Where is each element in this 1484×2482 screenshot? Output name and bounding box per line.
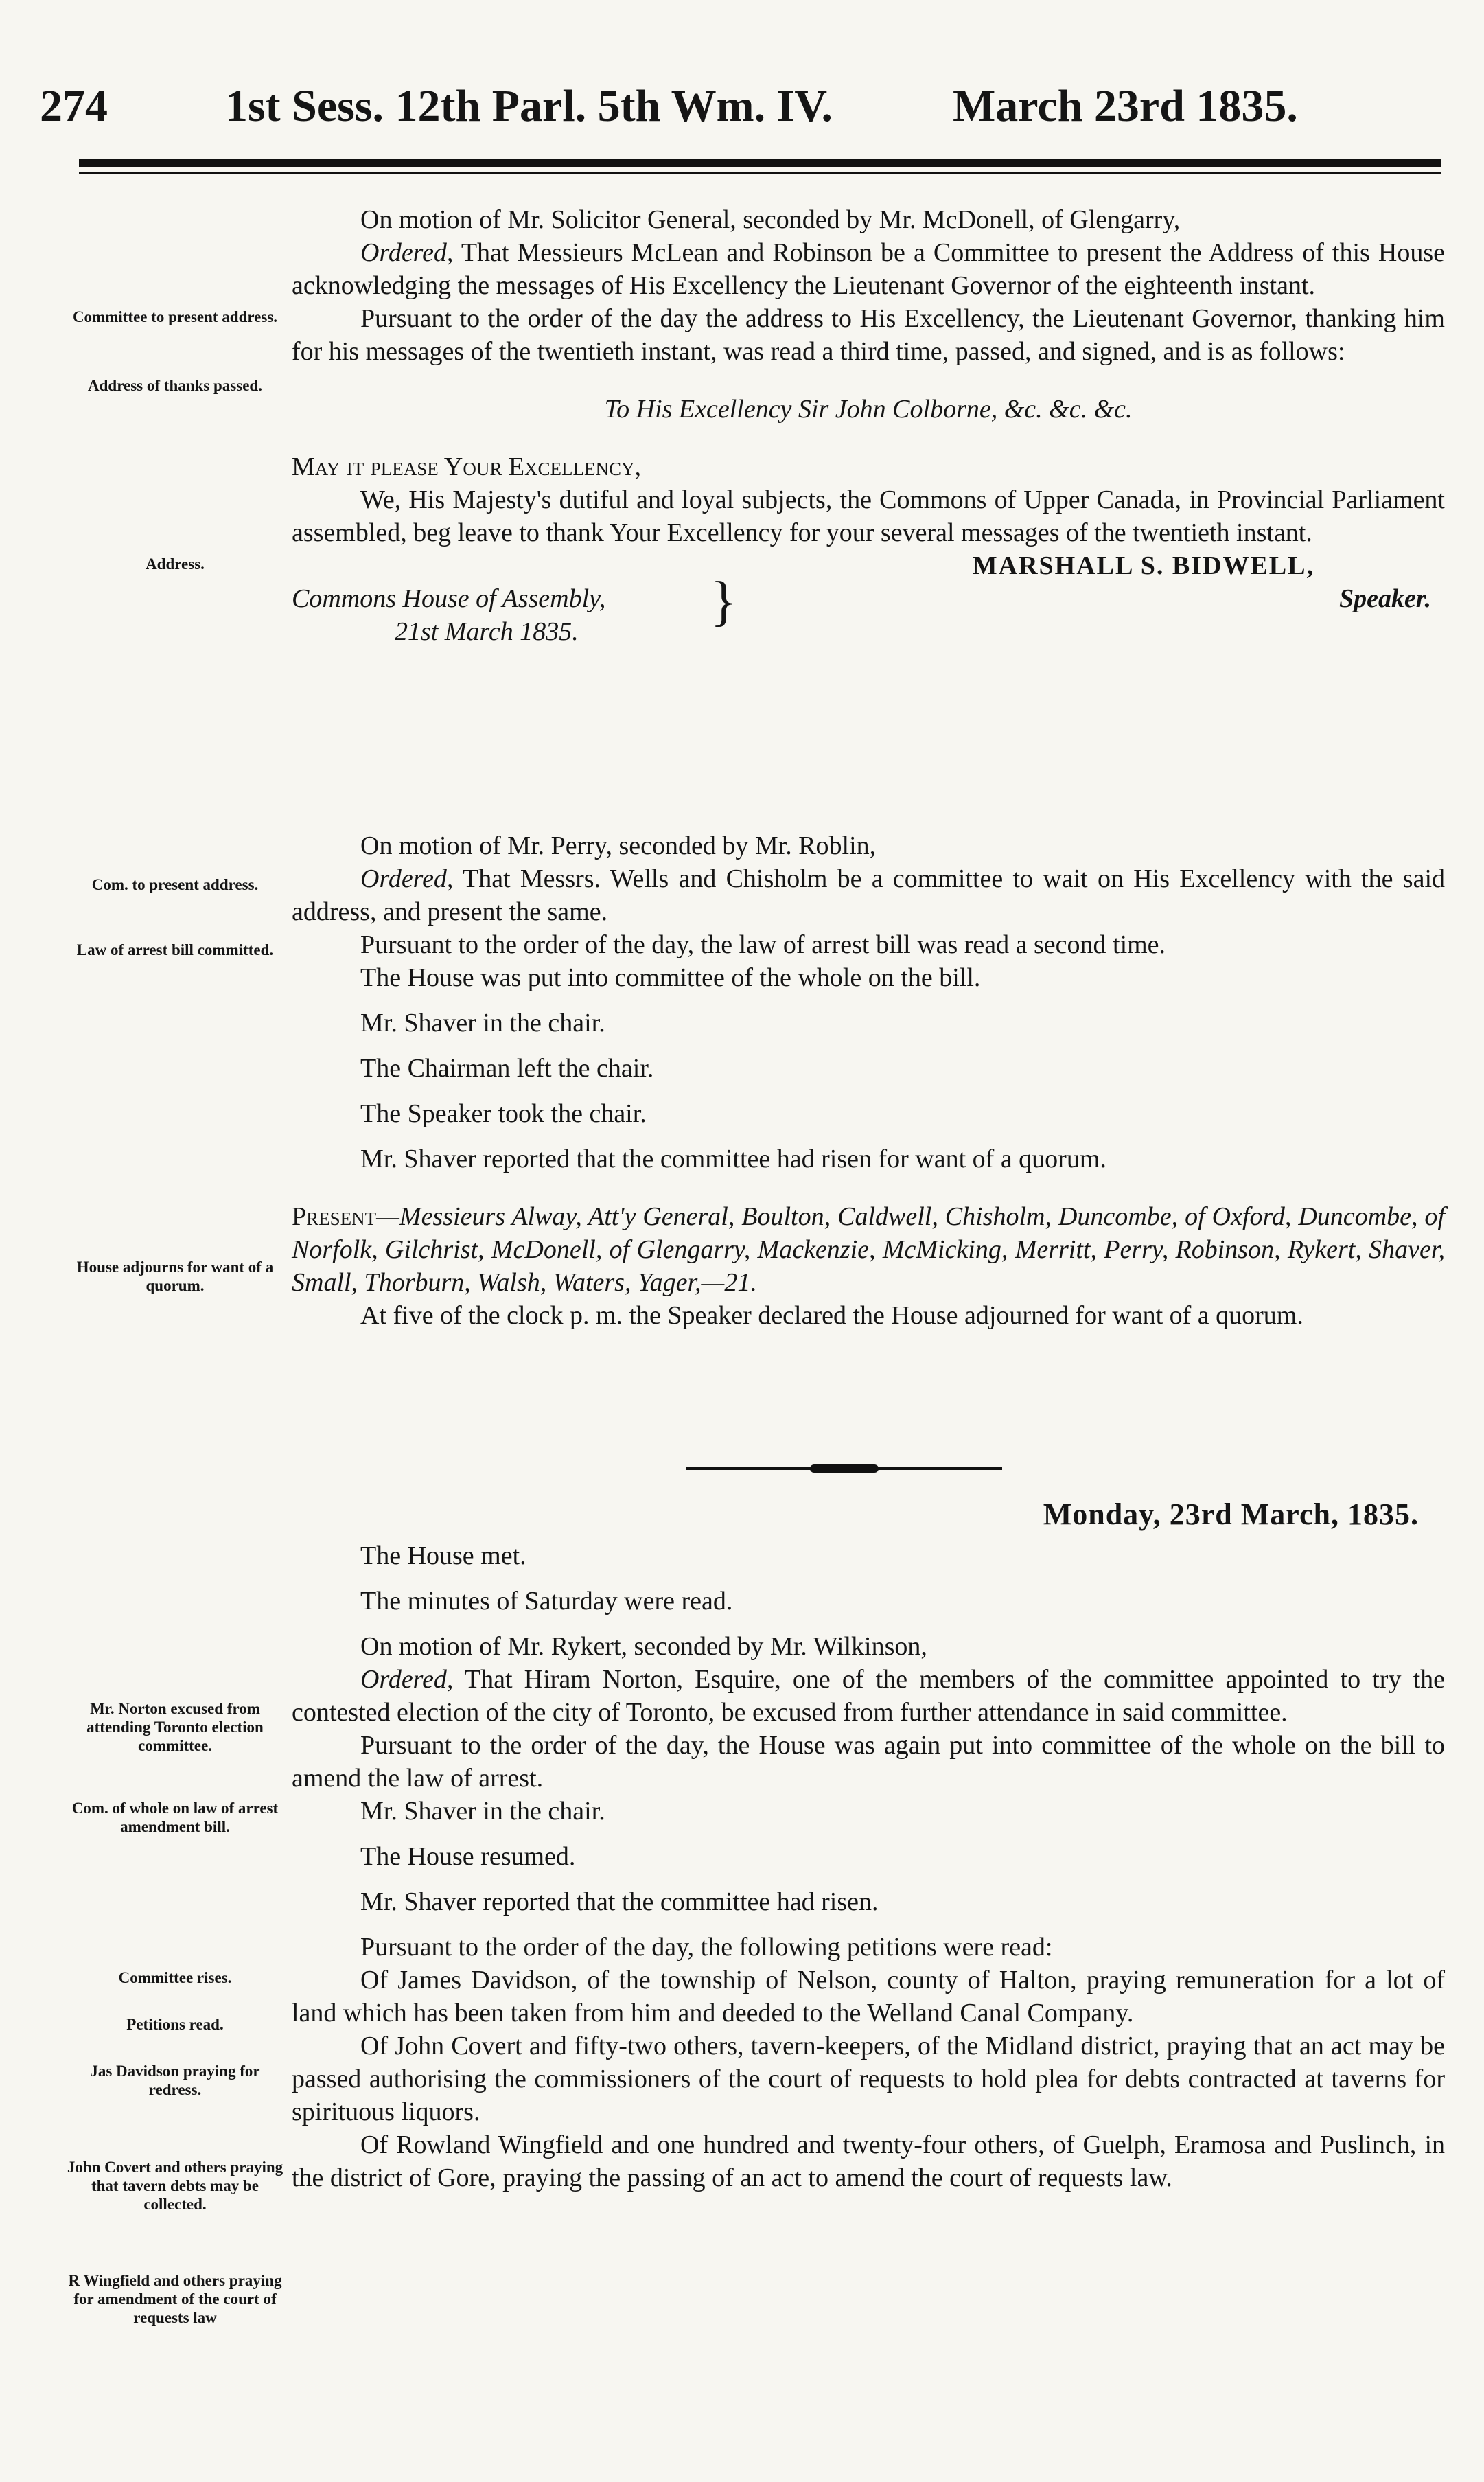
address-recipient: To His Excellency Sir John Colborne, &c. &c. &c.: [604, 395, 1133, 424]
margin-note-covert: John Covert and others praying that tavern debts may be collected.: [67, 2159, 283, 2213]
petition-davidson: Of James Davidson, of the township of Nelson, county of Halton, praying remuneration for a lot of land which has been taken from him and deeded to the Welland Canal Company.: [292, 1966, 1445, 2027]
paragraph: Pursuant to the order of the day, the law of arrest bill was read a second time.: [360, 930, 1166, 959]
paragraph: The House met.: [360, 1541, 526, 1570]
margin-note-committee-rises: Committee rises.: [118, 1969, 232, 1986]
paragraph: The Speaker took the chair.: [360, 1099, 647, 1128]
paragraph: The minutes of Saturday were read.: [360, 1587, 733, 1616]
present-lead: Present: [292, 1202, 377, 1231]
paragraph: The House resumed.: [360, 1842, 576, 1871]
paragraph: Mr. Shaver in the chair.: [360, 1009, 605, 1037]
body-upper: [292, 203, 1445, 646]
paragraph: On motion of Mr. Rykert, seconded by Mr. Wilkinson,: [360, 1632, 927, 1661]
margin-note-committee-present: Committee to present address.: [72, 308, 278, 325]
signed-date: 21st March 1835.: [395, 617, 579, 646]
order-text: That Hiram Norton, Esquire, one of the members of the committee appointed to try the contested election of the city of Toronto, be excused from further attendance in said committee.: [292, 1665, 1445, 1727]
margin-note-davidson: Jas Davidson praying for redress.: [90, 2062, 260, 2098]
paragraph: The House was put into committee of the whole on the bill.: [360, 963, 981, 992]
pursuant-text: Pursuant to the order of the day the address to His Excellency, the Lieutenant Governor, thanking him for his messages of the twentieth instant, was read a third time, passed, and signed, and is as follows:: [292, 304, 1445, 366]
ordered-lead: Ordered,: [360, 1665, 454, 1694]
margin-note-address-thanks: Address of thanks passed.: [88, 377, 262, 394]
page-number: 274: [40, 81, 108, 131]
header-date: March 23rd 1835.: [953, 81, 1298, 131]
signature-block: [292, 549, 1445, 646]
brace: }: [710, 571, 737, 632]
order-text: That Messieurs McLean and Robinson be a Committee to present the Address of this House acknowledging the messages of His Excellency the Lieutenant Governor of the eighteenth instant.: [292, 238, 1445, 300]
present-list: [292, 1200, 1445, 1299]
paragraph: Mr. Shaver in the chair.: [360, 1797, 605, 1826]
section-separator-ornament: [810, 1464, 879, 1473]
paragraph: [292, 1663, 1445, 1729]
paragraph: Mr. Shaver reported that the committee had risen for want of a quorum.: [360, 1145, 1106, 1173]
paragraph: At five of the clock p. m. the Speaker declared the House adjourned for want of a quorum.: [360, 1301, 1303, 1330]
petition-covert: Of John Covert and fifty-two others, tavern-keepers, of the Midland district, praying that an act may be passed authorising the commissioners of the court of requests to hold plea for debts contracted at taverns for spirituous liquors.: [292, 2032, 1445, 2126]
body-lower: [292, 1539, 1445, 2194]
present-members: —Messieurs Alway, Att'y General, Boulton, Caldwell, Chisholm, Duncombe, of Oxford, Duncombe, of Norfolk, Gilchrist, McDonell, of Glengarry, Mackenzie, McMicking, Merritt, Perry, Robinson, Rykert, Shaver, Small, Thorburn, Walsh, Waters, Yager,—21.: [292, 1202, 1445, 1297]
margin-note-petitions-read: Petitions read.: [126, 2016, 224, 2033]
margin-note-wingfield: R Wingfield and others praying for amendment of the court of requests law: [68, 2272, 282, 2326]
paragraph: On motion of Mr. Perry, seconded by Mr. Roblin,: [360, 831, 877, 860]
ordered-lead: Ordered,: [360, 238, 454, 267]
ordered-lead: Ordered,: [360, 864, 454, 893]
paragraph: Mr. Shaver reported that the committee had risen.: [360, 1887, 879, 1916]
address-body: We, His Majesty's dutiful and loyal subjects, the Commons of Upper Canada, in Provincial Parliament assembled, beg leave to thank Your Excellency for your several messages of the twentieth instant.: [292, 485, 1445, 547]
page-header: [40, 76, 1440, 137]
paragraph: Pursuant to the order of the day, the following petitions were read:: [360, 1933, 1053, 1962]
paragraph: Pursuant to the order of the day, the House was again put into committee of the whole on the bill to amend the law of arrest.: [292, 1731, 1445, 1793]
signatory-title: Speaker.: [1338, 584, 1431, 613]
margin-note-com-whole: Com. of whole on law of arrest amendment bill.: [71, 1800, 279, 1835]
body-middle: [292, 829, 1445, 1332]
paragraph: [292, 862, 1445, 928]
motion-text: On motion of Mr. Solicitor General, seconded by Mr. McDonell, of Glengarry,: [360, 205, 1181, 234]
paragraph: The Chairman left the chair.: [360, 1054, 654, 1083]
paragraph: [292, 236, 1445, 302]
order-text: That Messrs. Wells and Chisholm be a committee to wait on His Excellency with the said address, and present the same.: [292, 864, 1445, 926]
signatory-name: MARSHALL S. BIDWELL,: [972, 551, 1314, 580]
margin-note-law-arrest: Law of arrest bill committed.: [76, 941, 274, 958]
margin-note-address: Address.: [146, 555, 205, 573]
margin-note-norton: Mr. Norton excused from attending Toronto election committee.: [86, 1700, 264, 1754]
header-rule-thick: [79, 159, 1441, 167]
address-salutation: May it please Your Excellency,: [292, 452, 642, 481]
petition-wingfield: Of Rowland Wingfield and one hundred and twenty-four others, of Guelph, Eramosa and Puslinch, in the district of Gore, praying the passing of an act to amend the court of requests law.: [292, 2130, 1445, 2192]
signed-place: Commons House of Assembly,: [292, 584, 606, 613]
header-rule-thin: [79, 172, 1441, 174]
paragraph: [292, 203, 1445, 236]
margin-note-com-present: Com. to present address.: [91, 876, 259, 893]
day-heading: Monday, 23rd March, 1835.: [1043, 1497, 1419, 1531]
margin-note-house-adjourns: House adjourns for want of a quorum.: [76, 1259, 274, 1294]
paragraph: [292, 302, 1445, 368]
session-title: 1st Sess. 12th Parl. 5th Wm. IV.: [225, 81, 833, 131]
